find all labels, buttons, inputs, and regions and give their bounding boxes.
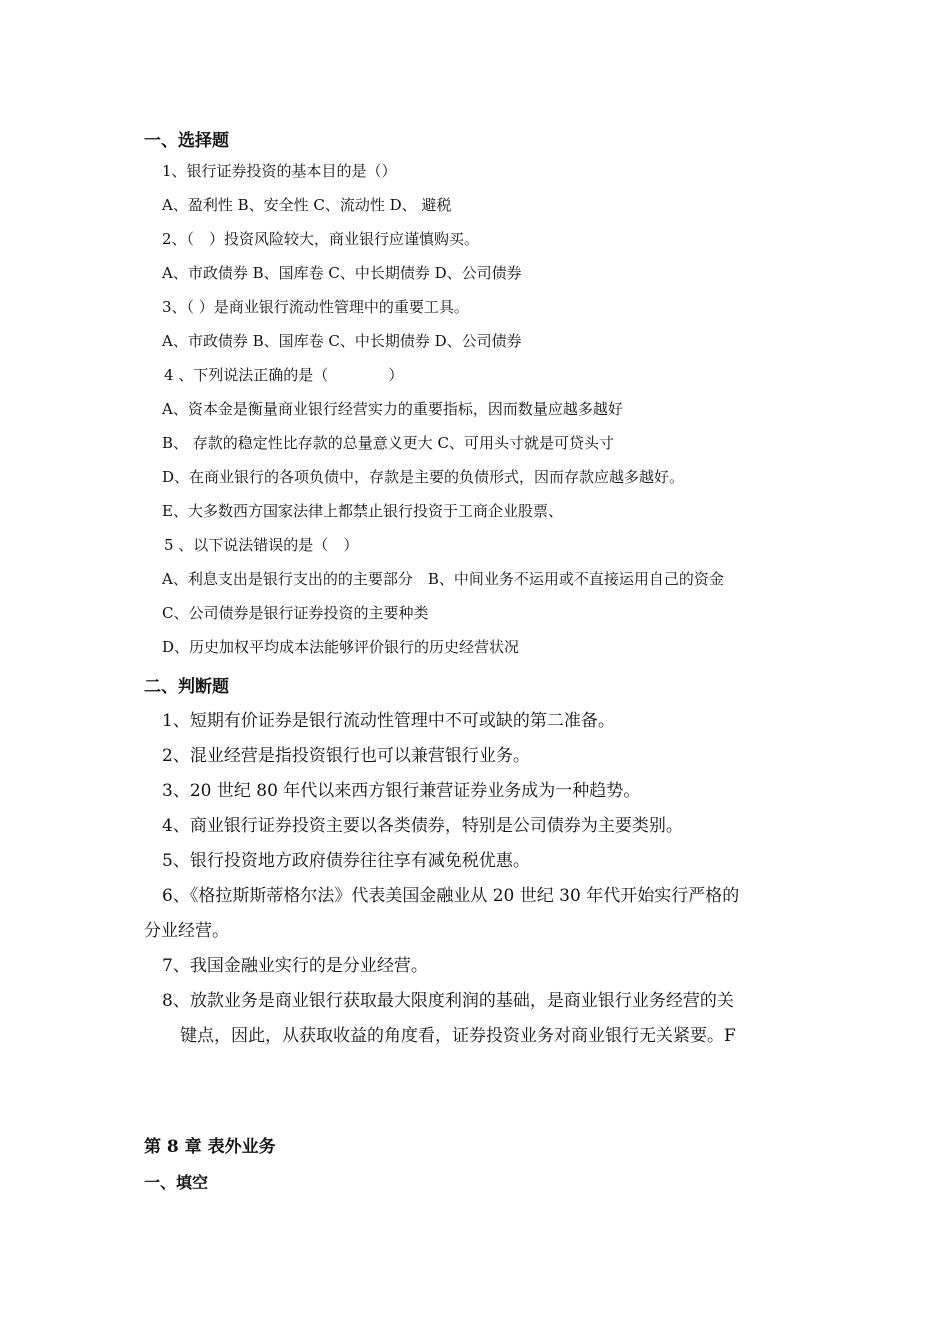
question-1-options: A、盈利性 B、安全性 C、流动性 D、 避税 bbox=[162, 196, 452, 214]
question-5-option-ab: A、利息支出是银行支出的的主要部分 B、中间业务不运用或不直接运用自己的资金 bbox=[162, 570, 724, 588]
judgement-8: 8、放款业务是商业银行获取最大限度利润的基础，是商业银行业务经营的关 bbox=[162, 991, 734, 1011]
question-4-option-d: D、在商业银行的各项负债中，存款是主要的负债形式，因而存款应越多越好。 bbox=[162, 468, 685, 486]
judgement-6-continued: 分业经营。 bbox=[144, 921, 229, 941]
chapter-title: 第 8 章 表外业务 bbox=[144, 1137, 276, 1157]
question-2-options: A、市政债券 B、国库卷 C、中长期债券 D、公司债券 bbox=[162, 264, 522, 282]
judgement-1: 1、短期有价证券是银行流动性管理中不可或缺的第二准备。 bbox=[162, 711, 615, 731]
judgement-7: 7、我国金融业实行的是分业经营。 bbox=[162, 956, 428, 976]
question-2: 2、（ ）投资风险较大，商业银行应谨慎购买。 bbox=[162, 230, 480, 248]
judgement-5: 5、银行投资地方政府债券往往享有减免税优惠。 bbox=[162, 851, 530, 871]
question-4-option-bc: B、 存款的稳定性比存款的总量意义更大 C、可用头寸就是可贷头寸 bbox=[162, 434, 615, 452]
question-3-options: A、市政债券 B、国库卷 C、中长期债券 D、公司债券 bbox=[162, 332, 522, 350]
judgement-2: 2、混业经营是指投资银行也可以兼营银行业务。 bbox=[162, 746, 530, 766]
question-4-option-e: E、大多数西方国家法律上都禁止银行投资于工商企业股票、 bbox=[162, 502, 563, 520]
question-5-option-d: D、历史加权平均成本法能够评价银行的历史经营状况 bbox=[162, 638, 520, 656]
question-5-option-c: C、公司债券是银行证券投资的主要种类 bbox=[162, 604, 429, 622]
question-4: 4 、下列说法正确的是（ ） bbox=[164, 366, 404, 384]
chapter-sub-heading: 一、填空 bbox=[144, 1173, 209, 1192]
question-3: 3、（ ）是商业银行流动性管理中的重要工具。 bbox=[162, 298, 469, 316]
section-heading-choice: 一、选择题 bbox=[144, 131, 229, 151]
judgement-8-continued: 键点，因此，从获取收益的角度看，证券投资业务对商业银行无关紧要。F bbox=[180, 1026, 736, 1046]
judgement-3: 3、20 世纪 80 年代以来西方银行兼营证券业务成为一种趋势。 bbox=[162, 781, 641, 801]
judgement-6: 6、《格拉斯斯蒂格尔法》代表美国金融业从 20 世纪 30 年代开始实行严格的 bbox=[162, 886, 740, 906]
question-5: 5 、以下说法错误的是（ ） bbox=[164, 536, 359, 554]
question-4-option-a: A、资本金是衡量商业银行经营实力的重要指标，因而数量应越多越好 bbox=[162, 400, 623, 418]
section-heading-judgement: 二、判断题 bbox=[144, 677, 229, 697]
question-1: 1、银行证券投资的基本目的是（） bbox=[162, 162, 397, 180]
judgement-4: 4、商业银行证券投资主要以各类债券，特别是公司债券为主要类别。 bbox=[162, 816, 683, 836]
